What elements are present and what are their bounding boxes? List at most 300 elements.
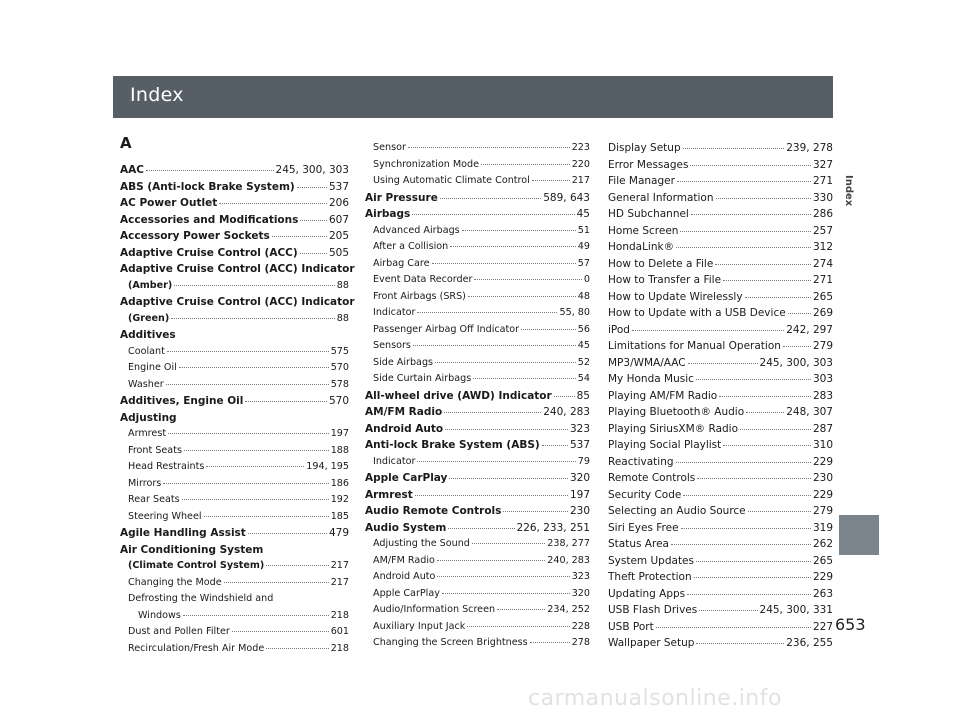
dot-leader bbox=[245, 401, 327, 402]
page-reference: 279 bbox=[812, 505, 833, 517]
index-entry bbox=[608, 272, 833, 289]
index-entry bbox=[608, 536, 833, 553]
index-term: All-wheel drive (AWD) Indicator bbox=[365, 389, 552, 402]
index-term: Coolant bbox=[128, 345, 165, 357]
page-reference: 45 bbox=[576, 208, 590, 220]
page-reference: 287 bbox=[812, 422, 833, 435]
index-term: Limitations for Manual Operation bbox=[608, 340, 781, 352]
index-entry bbox=[365, 371, 590, 388]
index-entry bbox=[365, 536, 590, 553]
page-reference: 330 bbox=[812, 191, 833, 204]
index-entry bbox=[608, 371, 833, 388]
index-entry bbox=[365, 470, 590, 487]
index-term: Windows bbox=[138, 609, 181, 621]
page-reference: 52 bbox=[577, 356, 590, 368]
index-term: File Manager bbox=[608, 175, 675, 187]
page-reference: 263 bbox=[812, 587, 833, 600]
index-term: Playing SiriusXM® Radio bbox=[608, 422, 739, 435]
watermark: carmanualsonline.info bbox=[528, 686, 782, 711]
index-term: Indicator bbox=[373, 307, 416, 318]
index-term: Adaptive Cruise Control (ACC) Indicator bbox=[120, 263, 355, 275]
index-entry bbox=[608, 256, 833, 273]
page-reference: 217 bbox=[330, 576, 349, 588]
index-term: Error Messages bbox=[608, 158, 689, 171]
page-reference: 320 bbox=[571, 587, 590, 599]
index-entry bbox=[120, 558, 349, 575]
page-reference: 283 bbox=[812, 389, 833, 402]
index-term: Rear Seats bbox=[128, 494, 180, 505]
index-entry bbox=[608, 619, 833, 636]
index-entry bbox=[120, 179, 349, 196]
index-entry bbox=[120, 294, 355, 311]
index-term: Airbags bbox=[365, 208, 411, 220]
index-entry bbox=[365, 388, 590, 405]
page-reference: 57 bbox=[577, 257, 590, 269]
index-term: Indicator bbox=[373, 455, 416, 467]
index-entry bbox=[120, 459, 349, 476]
page-reference: 537 bbox=[328, 180, 349, 193]
dot-leader bbox=[450, 246, 576, 247]
page-reference: 327 bbox=[812, 158, 833, 171]
index-term: Front Airbags (SRS) bbox=[373, 290, 466, 302]
page-reference: 479 bbox=[328, 527, 349, 539]
dot-leader bbox=[699, 610, 757, 611]
dot-leader bbox=[224, 582, 329, 583]
page-reference: 240, 283 bbox=[547, 554, 590, 566]
index-entry bbox=[120, 525, 349, 542]
index-entry bbox=[120, 360, 349, 377]
dot-leader bbox=[171, 318, 335, 319]
index-entry bbox=[120, 641, 349, 658]
dot-leader bbox=[783, 346, 811, 347]
index-term: Theft Protection bbox=[608, 571, 692, 583]
index-entry bbox=[608, 503, 833, 520]
page-reference: 88 bbox=[336, 279, 349, 291]
index-entry bbox=[120, 212, 349, 229]
index-term: Changing the Screen Brightness bbox=[373, 637, 528, 648]
index-entry bbox=[120, 393, 349, 410]
page-reference: 188 bbox=[330, 444, 349, 456]
dot-leader bbox=[745, 297, 811, 298]
index-term: Side Curtain Airbags bbox=[373, 373, 472, 384]
index-term: Air Conditioning System bbox=[120, 543, 264, 556]
index-entry bbox=[608, 355, 833, 372]
page-reference: 310 bbox=[812, 439, 833, 451]
index-term: Playing Bluetooth® Audio bbox=[608, 406, 745, 418]
index-term: Side Airbags bbox=[373, 356, 434, 368]
dot-leader bbox=[412, 214, 574, 215]
page-reference: 218 bbox=[330, 642, 349, 654]
page-reference: 271 bbox=[812, 175, 833, 187]
index-entry bbox=[608, 569, 833, 586]
page-number: 653 bbox=[835, 615, 866, 634]
index-term: Passenger Airbag Off Indicator bbox=[373, 323, 520, 335]
index-term: Android Auto bbox=[365, 422, 444, 435]
index-entry bbox=[120, 327, 349, 344]
index-term: (Green) bbox=[128, 312, 170, 324]
index-header-bar bbox=[113, 76, 833, 118]
page-reference: 274 bbox=[812, 257, 833, 270]
index-term: Advanced Airbags bbox=[373, 224, 460, 236]
index-entry bbox=[120, 542, 349, 559]
dot-leader bbox=[719, 396, 811, 397]
page-reference: 206 bbox=[328, 197, 349, 209]
index-entry bbox=[608, 206, 833, 223]
index-term: Reactivating bbox=[608, 455, 674, 468]
index-entry bbox=[608, 190, 833, 207]
dot-leader bbox=[688, 363, 758, 364]
dot-leader bbox=[468, 296, 576, 297]
dot-leader bbox=[432, 263, 576, 264]
page-reference: 48 bbox=[577, 290, 590, 302]
dot-leader bbox=[694, 577, 811, 578]
index-entry bbox=[120, 426, 349, 443]
index-term: AM/FM Radio bbox=[365, 406, 443, 418]
index-term: AM/FM Radio bbox=[373, 554, 435, 566]
page-reference: 197 bbox=[330, 428, 349, 439]
index-entry bbox=[608, 239, 833, 256]
index-term: Playing AM/FM Radio bbox=[608, 389, 718, 402]
index-term: USB Flash Drives bbox=[608, 604, 698, 616]
page-reference: 238, 277 bbox=[547, 538, 590, 549]
page-reference: 269 bbox=[812, 307, 833, 319]
index-entry bbox=[365, 157, 590, 174]
index-term: Synchronization Mode bbox=[373, 158, 480, 170]
page-reference: 220 bbox=[571, 158, 590, 170]
dot-leader bbox=[473, 378, 576, 379]
index-entry bbox=[120, 228, 349, 245]
page-reference: 575 bbox=[330, 345, 349, 357]
page-reference: 51 bbox=[577, 224, 590, 236]
page-reference: 85 bbox=[576, 389, 590, 402]
index-entry bbox=[608, 635, 833, 652]
index-entry bbox=[608, 520, 833, 537]
page-reference: 186 bbox=[330, 477, 349, 489]
page-reference: 265 bbox=[812, 290, 833, 303]
dot-leader bbox=[415, 495, 568, 496]
dot-leader bbox=[413, 345, 576, 346]
index-entry bbox=[608, 223, 833, 240]
index-term: Washer bbox=[128, 378, 164, 390]
index-term: How to Transfer a File bbox=[608, 274, 722, 286]
dot-leader bbox=[462, 230, 576, 231]
dot-leader bbox=[687, 594, 811, 595]
page-reference: 217 bbox=[571, 175, 590, 186]
index-entry bbox=[365, 289, 590, 306]
dot-leader bbox=[417, 461, 575, 462]
page-reference: 601 bbox=[330, 626, 349, 637]
index-term: Engine Oil bbox=[128, 362, 177, 373]
index-entry bbox=[365, 338, 590, 355]
index-term: Accessories and Modifications bbox=[120, 213, 299, 226]
dot-leader bbox=[632, 330, 784, 331]
index-term: Security Code bbox=[608, 488, 682, 501]
index-term: Adaptive Cruise Control (ACC) Indicator bbox=[120, 296, 355, 308]
page-reference: 278 bbox=[571, 637, 590, 648]
index-entry bbox=[365, 454, 590, 471]
page-reference: 227 bbox=[812, 620, 833, 633]
index-term: How to Delete a File bbox=[608, 257, 714, 270]
index-entry bbox=[608, 322, 833, 339]
index-term: Apple CarPlay bbox=[365, 472, 448, 484]
index-entry bbox=[608, 305, 833, 322]
dot-leader bbox=[748, 511, 811, 512]
index-entry bbox=[365, 256, 590, 273]
page-reference: 286 bbox=[812, 208, 833, 220]
index-term: Recirculation/Fresh Air Mode bbox=[128, 642, 265, 654]
index-entry bbox=[120, 377, 349, 394]
page-reference: 320 bbox=[569, 472, 590, 484]
dot-leader bbox=[532, 180, 570, 181]
index-entry bbox=[365, 553, 590, 570]
page-reference: 194, 195 bbox=[306, 461, 349, 472]
index-term: Audio System bbox=[365, 521, 447, 534]
index-term: Updating Apps bbox=[608, 587, 686, 600]
page-reference: 240, 283 bbox=[543, 406, 590, 418]
index-entry bbox=[365, 421, 590, 438]
index-term: Home Screen bbox=[608, 224, 679, 237]
dot-leader bbox=[167, 351, 329, 352]
index-entry bbox=[608, 173, 833, 190]
page-reference: 262 bbox=[812, 538, 833, 550]
index-term: (Amber) bbox=[128, 279, 173, 291]
index-entry bbox=[120, 278, 349, 295]
page-reference: 607 bbox=[328, 213, 349, 226]
dot-leader bbox=[691, 214, 811, 215]
index-entry bbox=[608, 487, 833, 504]
page-reference: 79 bbox=[577, 455, 590, 467]
index-entry bbox=[365, 503, 590, 520]
dot-leader bbox=[232, 631, 329, 632]
dot-leader bbox=[445, 429, 568, 430]
index-term: Remote Controls bbox=[608, 472, 696, 484]
page-reference: 229 bbox=[812, 488, 833, 501]
dot-leader bbox=[448, 528, 514, 529]
index-term: Android Auto bbox=[373, 571, 436, 582]
dot-leader bbox=[696, 379, 811, 380]
index-entry bbox=[120, 608, 349, 625]
index-entry bbox=[365, 322, 590, 339]
page-reference: 248, 307 bbox=[786, 406, 833, 418]
dot-leader bbox=[444, 412, 541, 413]
dot-leader bbox=[300, 253, 327, 254]
index-term: Siri Eyes Free bbox=[608, 521, 679, 534]
dot-leader bbox=[690, 165, 811, 166]
page-reference: 303 bbox=[812, 373, 833, 385]
page-reference: 230 bbox=[812, 472, 833, 484]
index-entry bbox=[120, 591, 349, 608]
dot-leader bbox=[437, 576, 569, 577]
index-column-2 bbox=[365, 140, 590, 652]
index-term: Airbag Care bbox=[373, 257, 430, 269]
index-entry bbox=[120, 162, 349, 179]
index-term: General Information bbox=[608, 191, 714, 204]
dot-leader bbox=[696, 643, 784, 644]
page-reference: 197 bbox=[569, 488, 590, 501]
dot-leader bbox=[440, 198, 541, 199]
dot-leader bbox=[696, 561, 811, 562]
index-entry bbox=[365, 223, 590, 240]
dot-leader bbox=[442, 593, 570, 594]
index-term: Display Setup bbox=[608, 142, 681, 154]
dot-leader bbox=[746, 412, 784, 413]
index-term: Audio/Information Screen bbox=[373, 604, 496, 615]
page-reference: 323 bbox=[569, 422, 590, 435]
dot-leader bbox=[417, 312, 557, 313]
index-term: Front Seats bbox=[128, 444, 182, 456]
index-column-3 bbox=[608, 140, 833, 652]
page-reference: 185 bbox=[330, 510, 349, 522]
index-entry bbox=[365, 173, 590, 190]
index-entry bbox=[608, 404, 833, 421]
page-reference: 223 bbox=[571, 142, 590, 153]
index-entry bbox=[608, 140, 833, 157]
page-reference: 578 bbox=[330, 378, 349, 390]
index-term: Adjusting bbox=[120, 411, 177, 424]
page-reference: 0 bbox=[583, 274, 590, 285]
page-reference: 245, 300, 331 bbox=[759, 604, 833, 616]
dot-leader bbox=[676, 462, 811, 463]
index-entry bbox=[365, 602, 590, 619]
index-entry bbox=[608, 454, 833, 471]
index-entry bbox=[120, 410, 349, 427]
index-term: HondaLink® bbox=[608, 241, 675, 253]
dot-leader bbox=[272, 236, 327, 237]
page-reference: 505 bbox=[328, 246, 349, 259]
dot-leader bbox=[723, 445, 811, 446]
dot-leader bbox=[266, 565, 328, 566]
dot-leader bbox=[715, 264, 811, 265]
dot-leader bbox=[449, 478, 568, 479]
page-reference: 239, 278 bbox=[786, 142, 833, 154]
page-reference: 56 bbox=[577, 323, 590, 335]
page-reference: 265 bbox=[812, 554, 833, 567]
page-reference: 217 bbox=[330, 560, 349, 571]
index-entry bbox=[120, 509, 349, 526]
index-term: ABS (Anti-lock Brake System) bbox=[120, 180, 295, 193]
index-term: AAC bbox=[120, 164, 144, 176]
index-entry bbox=[120, 575, 349, 592]
page-reference: 229 bbox=[812, 455, 833, 468]
dot-leader bbox=[740, 429, 811, 430]
dot-leader bbox=[474, 279, 581, 280]
index-term: Accessory Power Sockets bbox=[120, 230, 270, 242]
dot-leader bbox=[300, 220, 327, 221]
page-reference: 234, 252 bbox=[547, 604, 590, 615]
page-reference: 236, 255 bbox=[786, 637, 833, 649]
index-entry bbox=[120, 311, 349, 328]
page-reference: 537 bbox=[569, 439, 590, 451]
index-term: Selecting an Audio Source bbox=[608, 505, 746, 517]
dot-leader bbox=[179, 367, 329, 368]
page-reference: 312 bbox=[812, 241, 833, 253]
dot-leader bbox=[788, 313, 811, 314]
index-entry bbox=[365, 355, 590, 372]
index-entry bbox=[120, 443, 349, 460]
index-term: Sensor bbox=[373, 142, 406, 153]
dot-leader bbox=[723, 280, 811, 281]
dot-leader bbox=[656, 627, 811, 628]
page-reference: 245, 300, 303 bbox=[275, 164, 349, 176]
index-term: HD Subchannel bbox=[608, 208, 689, 220]
index-entry bbox=[365, 635, 590, 652]
index-term: Armrest bbox=[128, 428, 167, 439]
dot-leader bbox=[530, 642, 570, 643]
index-term: Wallpaper Setup bbox=[608, 637, 695, 649]
dot-leader bbox=[683, 148, 785, 149]
dot-leader bbox=[206, 466, 304, 467]
index-entry bbox=[365, 206, 590, 223]
index-term: Steering Wheel bbox=[128, 510, 202, 522]
page-reference: 279 bbox=[812, 340, 833, 352]
index-entry bbox=[365, 305, 590, 322]
index-entry bbox=[608, 157, 833, 174]
index-term: Using Automatic Climate Control bbox=[373, 175, 530, 186]
index-term: Sensors bbox=[373, 340, 411, 351]
dot-leader bbox=[219, 203, 327, 204]
index-term: Playing Social Playlist bbox=[608, 439, 722, 451]
page-reference: 570 bbox=[330, 362, 349, 373]
index-entry bbox=[120, 492, 349, 509]
dot-leader bbox=[542, 445, 568, 446]
dot-leader bbox=[408, 147, 570, 148]
page-reference: 54 bbox=[577, 373, 590, 384]
index-term: Apple CarPlay bbox=[373, 587, 440, 599]
index-term: How to Update Wirelessly bbox=[608, 290, 743, 303]
dot-leader bbox=[248, 533, 327, 534]
page-reference: 88 bbox=[336, 312, 349, 324]
index-entry bbox=[120, 344, 349, 361]
index-term: Anti-lock Brake System (ABS) bbox=[365, 439, 540, 451]
dot-leader bbox=[676, 247, 811, 248]
dot-leader bbox=[671, 544, 811, 545]
index-column-1 bbox=[120, 162, 355, 657]
index-term: Additives, Engine Oil bbox=[120, 395, 244, 407]
index-term: Air Pressure bbox=[365, 191, 438, 204]
index-entry bbox=[365, 239, 590, 256]
index-entry bbox=[608, 421, 833, 438]
dot-leader bbox=[472, 543, 545, 544]
index-entry bbox=[365, 190, 590, 207]
index-entry bbox=[365, 569, 590, 586]
index-entry bbox=[365, 404, 590, 421]
index-term: Adjusting the Sound bbox=[373, 538, 470, 549]
dot-leader bbox=[435, 362, 576, 363]
section-letter: A bbox=[120, 134, 132, 152]
dot-leader bbox=[204, 516, 329, 517]
index-term: Status Area bbox=[608, 538, 669, 550]
dot-leader bbox=[716, 198, 811, 199]
page-reference: 570 bbox=[328, 395, 349, 407]
page-reference: 55, 80 bbox=[559, 307, 590, 318]
side-block bbox=[839, 515, 879, 555]
index-entry bbox=[120, 261, 355, 278]
index-entry bbox=[608, 553, 833, 570]
dot-leader bbox=[481, 164, 570, 165]
dot-leader bbox=[174, 285, 334, 286]
page-reference: 242, 297 bbox=[786, 323, 833, 336]
index-term: Dust and Pollen Filter bbox=[128, 626, 230, 637]
page-reference: 226, 233, 251 bbox=[516, 521, 590, 534]
page-reference: 229 bbox=[812, 571, 833, 583]
page-reference: 192 bbox=[330, 494, 349, 505]
index-term: After a Collision bbox=[373, 241, 449, 252]
index-entry bbox=[365, 586, 590, 603]
page-reference: 323 bbox=[571, 571, 590, 582]
index-term: Agile Handling Assist bbox=[120, 527, 246, 539]
index-term: AC Power Outlet bbox=[120, 197, 218, 209]
page-reference: 257 bbox=[812, 224, 833, 237]
